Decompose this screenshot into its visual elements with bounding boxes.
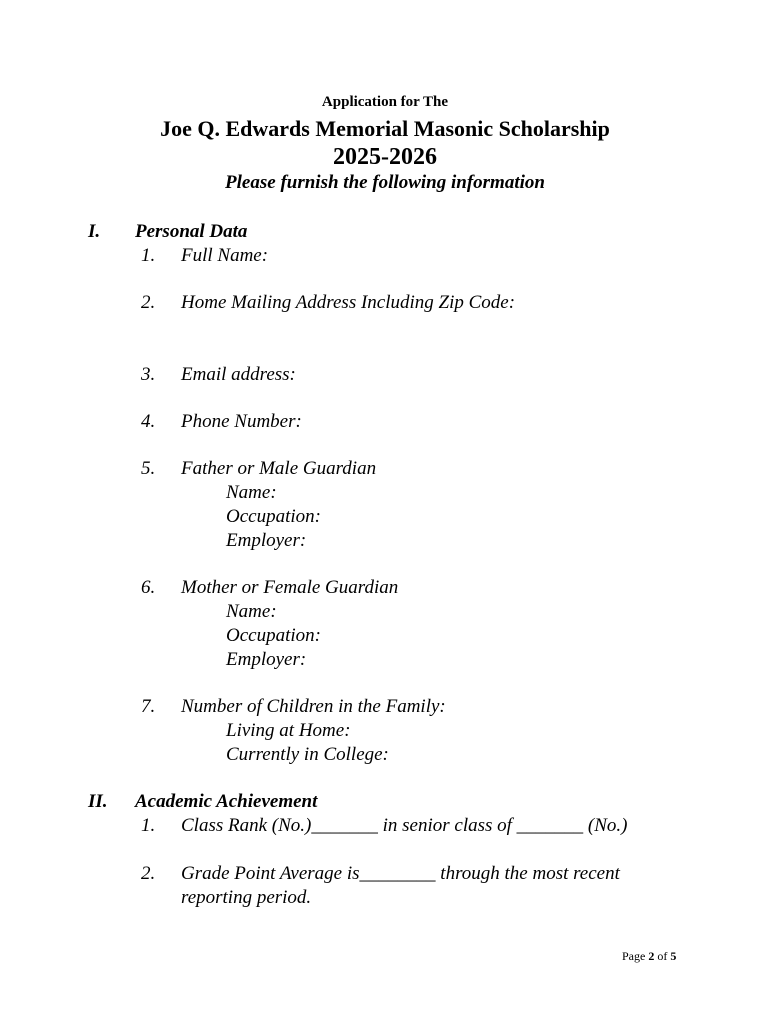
field-label-children: Number of Children in the Family: [181, 696, 446, 717]
section-numeral: I. [88, 221, 101, 242]
field-label-phone: Phone Number: [181, 411, 302, 432]
field-label-father-occupation: Occupation: [226, 506, 321, 527]
field-label-father-name: Name: [226, 482, 277, 503]
field-label-class-rank: Class Rank (No.)_______ in senior class of _______ (No.) [181, 815, 628, 836]
field-label-mother-occupation: Occupation: [226, 625, 321, 646]
field-label-mailing-address: Home Mailing Address Including Zip Code: [181, 292, 516, 313]
field-label-mother: Mother or Female Guardian [181, 577, 399, 598]
document-title: Joe Q. Edwards Memorial Masonic Scholarship [160, 116, 610, 141]
total-pages: 5 [670, 949, 677, 963]
header-line: Application for The [321, 94, 449, 110]
item-number: 4. [141, 411, 156, 432]
field-label-gpa-continued: reporting period. [181, 887, 312, 908]
field-label-email: Email address: [181, 364, 296, 385]
page-word: Page [622, 949, 646, 963]
current-page: 2 [648, 949, 655, 963]
page-number [622, 949, 676, 964]
document-year: 2025-2026 [333, 144, 437, 170]
field-label-gpa: Grade Point Average is________ through the most recent [181, 863, 620, 884]
item-number: 6. [141, 577, 156, 598]
field-label-living-at-home: Living at Home: [226, 720, 351, 741]
field-label-mother-employer: Employer: [226, 649, 307, 670]
field-label-father: Father or Male Guardian [181, 458, 377, 479]
section-numeral: II. [88, 791, 108, 812]
field-label-father-employer: Employer: [226, 530, 307, 551]
item-number: 1. [141, 815, 156, 836]
item-number: 3. [141, 364, 156, 385]
item-number: 7. [141, 696, 156, 717]
item-number: 2. [141, 292, 156, 313]
section-title-personal-data: Personal Data [135, 221, 248, 242]
field-label-mother-name: Name: [226, 601, 277, 622]
item-number: 1. [141, 245, 156, 266]
instruction-text: Please furnish the following information [225, 172, 545, 193]
field-label-full-name: Full Name: [181, 245, 269, 266]
of-word: of [657, 949, 668, 963]
section-title-academic: Academic Achievement [135, 791, 318, 812]
item-number: 2. [141, 863, 156, 884]
item-number: 5. [141, 458, 156, 479]
field-label-in-college: Currently in College: [226, 744, 389, 765]
